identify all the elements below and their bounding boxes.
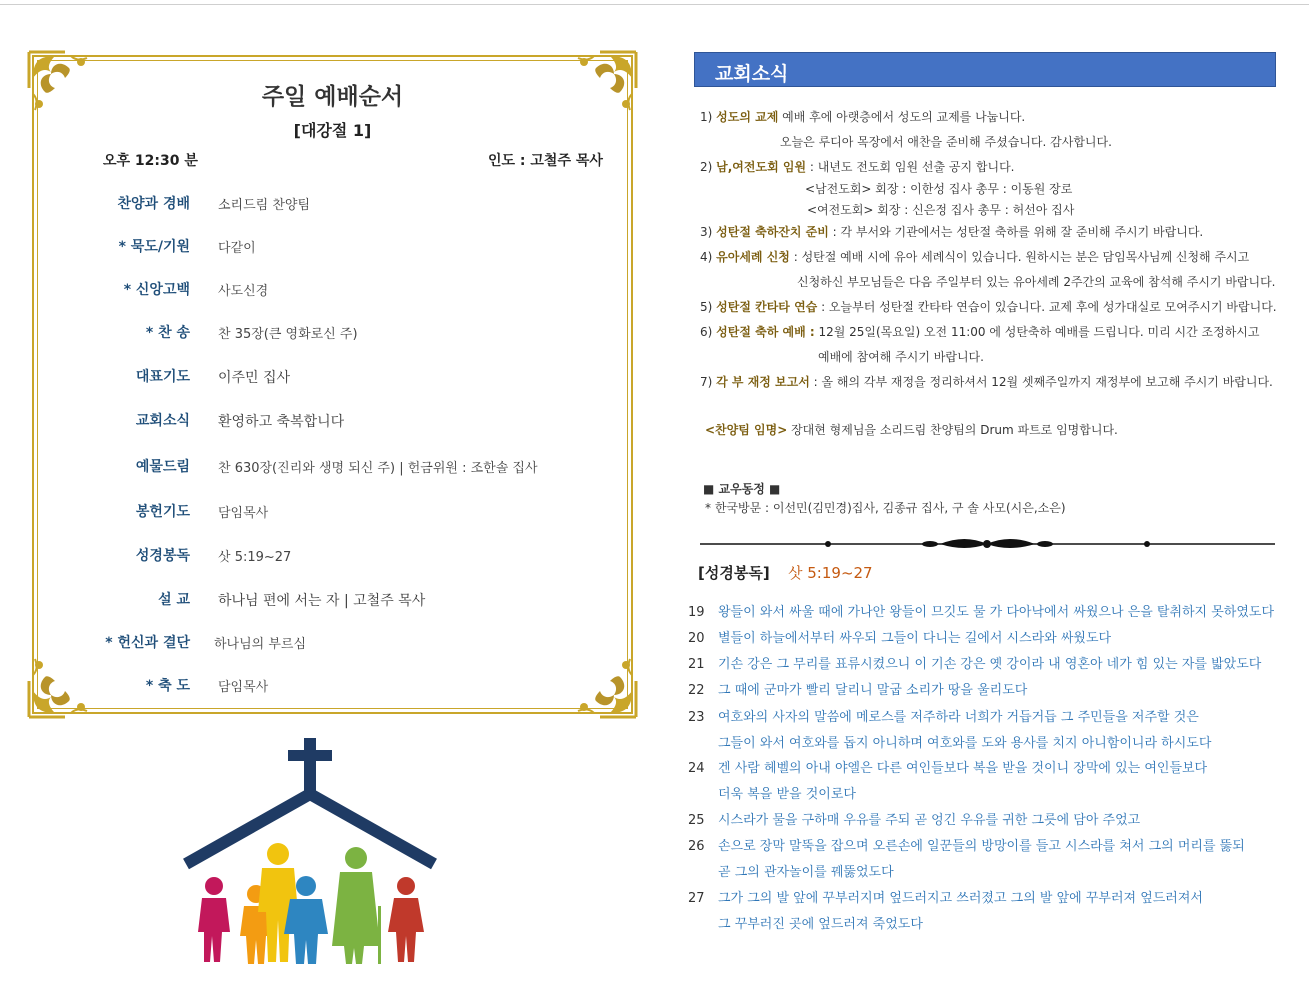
worship-order-title: 주일 예배순서: [261, 84, 404, 110]
scripture-reference: 삿 5:19~27: [788, 564, 873, 582]
verse-line-continued: 그들이 와서 여호와를 돕지 아니하며 여호와를 도와 용사를 치지 아니함이니라 하시도다: [718, 736, 1212, 751]
verse-line: 26 손으로 장막 말뚝을 잡으며 오른손에 일꾼들의 방망이를 들고 시스라를 쳐서 그의 머리를 뚫되: [688, 839, 1245, 854]
order-row: [60, 545, 620, 567]
order-value: 이주민 집사: [218, 370, 291, 386]
order-value: 사도신경: [218, 284, 269, 299]
order-row: [60, 632, 620, 654]
news-item-continued: 예배에 참여해 주시기 바랍니다.: [818, 350, 984, 364]
order-item: 예물드림: [135, 459, 190, 475]
verse-line-continued: 그 꾸부러진 곳에 엎드러져 죽었도다: [718, 917, 923, 932]
service-leader: 인도 : 고철주 목사: [488, 153, 603, 169]
verse-line: 24 겐 사람 헤벨의 아내 야엘은 다른 여인들보다 복을 받을 것이니 장막에 있는 여인들보다: [688, 761, 1208, 776]
news-item-continued: <남전도회> 회장 : 이한성 집사 총무 : 이동원 장로: [805, 182, 1073, 196]
news-item-continued: <여전도회> 회장 : 신은정 집사 총무 : 허선아 집사: [807, 203, 1075, 217]
verse-line-continued: 더욱 복을 받을 것이로다: [718, 787, 856, 802]
order-row: [60, 456, 620, 478]
friends-news-text: * 한국방문 : 이선민(김민경)집사, 김종규 집사, 구 솔 사모(시은,소은): [705, 501, 1066, 515]
verse-line: 22 그 때에 군마가 빨리 달리니 말굽 소리가 땅을 울리도다: [688, 683, 1028, 698]
order-row: [60, 366, 620, 388]
order-row: [60, 675, 620, 697]
news-item: 2) 남,여전도회 임원 : 내년도 전도회 임원 선출 공지 합니다.: [700, 160, 1015, 174]
order-item: * 축 도: [145, 678, 190, 694]
order-value: 소리드림 찬양팀: [218, 198, 311, 213]
news-item: 6) 성탄절 축하 예배 : 12월 25일(목요일) 오전 11:00 에 성탄축하 예배를 드립니다. 미리 시간 조정하시고: [700, 325, 1260, 339]
church-family-illustration: [180, 736, 440, 968]
top-divider: [0, 4, 1309, 5]
news-item-continued: 오늘은 루디아 목장에서 애찬을 준비해 주셨습니다. 감사합니다.: [780, 135, 1112, 149]
order-item: 찬양과 경배: [117, 196, 190, 212]
order-value: 삿 5:19~27: [218, 550, 292, 565]
order-item: 봉헌기도: [135, 504, 190, 520]
news-item: 4) 유아세례 신청 : 성탄절 예배 시에 유아 세례식이 있습니다. 원하시는 분은 담임목사님께 신청해 주시고: [700, 250, 1250, 264]
order-item: 설 교: [158, 592, 190, 608]
order-item: * 신앙고백: [123, 282, 190, 298]
scripture-title: [성경봉독]: [698, 564, 770, 582]
order-value: 담임목사: [218, 680, 269, 695]
order-item: 교회소식: [135, 413, 190, 429]
order-item: * 찬 송: [145, 325, 190, 341]
order-item: * 묵도/기원: [118, 239, 190, 255]
order-value: 찬 35장(큰 영화로신 주): [218, 327, 358, 342]
news-item: 1) 성도의 교제 예배 후에 아랫층에서 성도의 교제를 나눕니다.: [700, 110, 1026, 124]
verse-line: 19 왕들이 와서 싸울 때에 가나안 왕들이 므깃도 물 가 다아낙에서 싸웠으나 은을 탈취하지 못하였도다: [688, 605, 1275, 620]
verse-line: 23 여호와의 사자의 말씀에 메로스를 저주하라 너희가 거듭거듭 그 주민들을 저주할 것은: [688, 710, 1199, 725]
order-row: [60, 236, 620, 258]
verse-line: 25 시스라가 물을 구하매 우유를 주되 곧 엉긴 우유를 귀한 그릇에 담아 주었고: [688, 813, 1141, 828]
news-item: 5) 성탄절 칸타타 연습 : 오늘부터 성탄절 칸타타 연습이 있습니다. 교제 후에 성가대실로 모여주시기 바랍니다.: [700, 300, 1277, 314]
order-value: 담임목사: [218, 506, 269, 521]
order-item: 대표기도: [135, 369, 190, 385]
order-row: [60, 501, 620, 523]
news-item-continued: 신청하신 부모님들은 다음 주일부터 있는 유아세례 2주간의 교육에 참석해 주시기 바랍니다.: [797, 275, 1276, 289]
order-value: 찬 630장(진리와 생명 되신 주) | 헌금위원 : 조한솔 집사: [218, 461, 538, 476]
verse-line-continued: 곧 그의 관자놀이를 꿰뚫었도다: [718, 865, 894, 880]
friends-news-title: ■ 교우동정 ■: [703, 482, 781, 496]
order-row: [60, 193, 620, 215]
verse-line: 21 기손 강은 그 무리를 표류시켰으니 이 기손 강은 옛 강이라 내 영혼아 네가 힘 있는 자를 밟았도다: [688, 657, 1262, 672]
verse-line: 27 그가 그의 발 앞에 꾸부러지며 엎드러지고 쓰러졌고 그의 발 앞에 꾸부러져 엎드러져서: [688, 891, 1203, 906]
order-item: * 헌신과 결단: [105, 635, 190, 651]
order-row: [60, 279, 620, 301]
people-icon: [198, 843, 424, 964]
ornamental-divider-icon: [700, 536, 1275, 552]
order-value: 하나님의 부르심: [214, 637, 307, 652]
praise-team-notice: <찬양팀 임명> 장대현 형제님을 소리드림 찬양팀의 Drum 파트로 임명합니다.: [705, 423, 1118, 437]
order-item: 성경봉독: [135, 548, 190, 564]
news-item: 7) 각 부 재정 보고서 : 올 해의 각부 재정을 정리하셔서 12월 셋째주일까지 재정부에 보고해 주시기 바랍니다.: [700, 375, 1273, 389]
order-row: [60, 589, 620, 611]
verse-line: 20 별들이 하늘에서부터 싸우되 그들이 다니는 길에서 시스라와 싸웠도다: [688, 631, 1112, 646]
order-row: [60, 322, 620, 344]
news-item: 3) 성탄절 축하잔치 준비 : 각 부서와 기관에서는 성탄절 축하를 위해 잘 준비해 주시기 바랍니다.: [700, 225, 1204, 239]
order-value: 환영하고 축복합니다: [218, 414, 345, 430]
order-value: 다같이: [218, 241, 256, 256]
worship-order-subtitle: [대강절 1]: [293, 121, 372, 140]
order-row: [60, 410, 620, 432]
order-value: 하나님 편에 서는 자 | 고철주 목사: [218, 593, 426, 609]
news-header: 교회소식: [694, 52, 1276, 87]
service-time: 오후 12:30 분: [103, 153, 198, 169]
